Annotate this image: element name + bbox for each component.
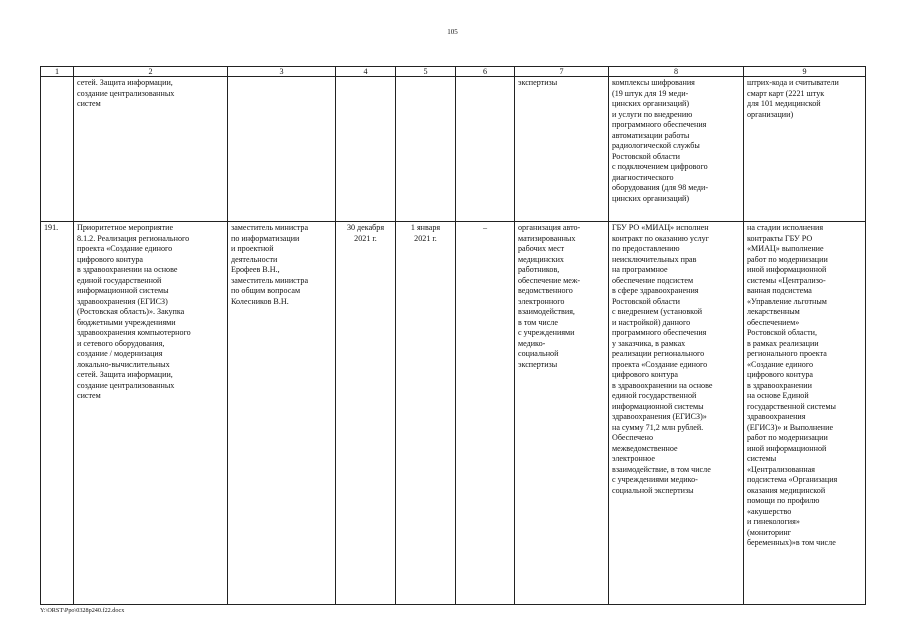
header-cell: 1 [41,67,74,77]
header-cell: 5 [396,67,456,77]
end-date-cell: 30 декабря 2021 г. [336,222,396,605]
footer-file-path: Y:\ORST\Ppo\0328p240.f22.docx [40,607,125,614]
header-cell: 6 [456,67,515,77]
comment-cell: штрих-кода и считыватели смарт карт (2221 штук для 101 медицинской организации) [744,77,866,222]
actual-result-cell: комплексы шифрования (19 штук для 19 меди- цинских организаций) и услуги по внедрению программного обеспечения автоматизации работы радиологической службы Ростовской области с подключением цифрового диагностического оборудования (для 98 меди- цинских организаций) [609,77,744,222]
table-row [41,77,866,222]
header-cell: 4 [336,67,396,77]
end-date-cell [336,77,396,222]
start-date-cell [396,77,456,222]
events-table [40,66,866,605]
responsible-cell [228,77,336,222]
header-cell: 7 [515,67,609,77]
header-cell: 2 [74,67,228,77]
actual-result-cell: ГБУ РО «МИАЦ» исполнен контракт по оказанию услуг по предоставлению неисключительных прав на программное обеспечение подсистем в сфере здравоохранения Ростовской области с внедрением (установкой и настройкой) данного программного обеспечения у заказчика, в рамках реализации регионального проекта «Создание единого цифрового контура в здравоохранении на основе единой государственной информационной системы здравоохранения (ЕГИСЗ)» на сумму 71,2 млн рублей. Обеспечено межведомственное электронное взаимодействие, в том числе с учреждениями медико- социальной экспертизы [609,222,744,605]
header-cell: 8 [609,67,744,77]
header-cell: 9 [744,67,866,77]
header-cell: 3 [228,67,336,77]
comment-cell: на стадии исполнения контракты ГБУ РО «МИАЦ» выполнение работ по модернизации иной информационной системы «Централизо- ванная подсистема «Управление льготным лекарственным обеспечением» Ростовской области, в рамках реализации регионального проекта «Создание единого цифрового контура в здравоохранении на основе Единой государственной системы здравоохранения (ЕГИСЗ)» и Выполнение работ по модернизации иной информационной системы «Централизованная подсистема «Организация оказания медицинской помощи по профилю «акушерство и гинекология» (мониторинг беременных)»в том числе [744,222,866,605]
page-number: 105 [447,28,458,36]
col6-cell: – [456,222,515,605]
expected-result-cell: организация авто- матизированных рабочих мест медицинских работников, обеспечение меж- ведомственного электронного взаимодействия, в том числе с учреждениями медико- социальной экспертизы [515,222,609,605]
expected-result-cell: экспертизы [515,77,609,222]
event-name-cell: сетей. Защита информации, создание централизованных систем [74,77,228,222]
start-date-cell: 1 января 2021 г. [396,222,456,605]
table-row [41,222,866,605]
row-number-cell [41,77,74,222]
col6-cell [456,77,515,222]
row-number-cell: 191. [41,222,74,605]
responsible-cell: заместитель министра по информатизации и проектной деятельности Ерофеев В.Н., заместитель министра по общим вопросам Колесников В.Н. [228,222,336,605]
header-row [41,67,866,77]
event-name-cell: Приоритетное мероприятие 8.1.2. Реализация регионального проекта «Создание единого цифрового контура в здравоохранении на основе единой государственной информационной системы здравоохранения (ЕГИСЗ) (Ростовская область)». Закупка бюджетными учреждениями здравоохранения компьютерного и сетевого оборудования, создание / модернизация локально-вычислительных сетей. Защита информации, создание централизованных систем [74,222,228,605]
